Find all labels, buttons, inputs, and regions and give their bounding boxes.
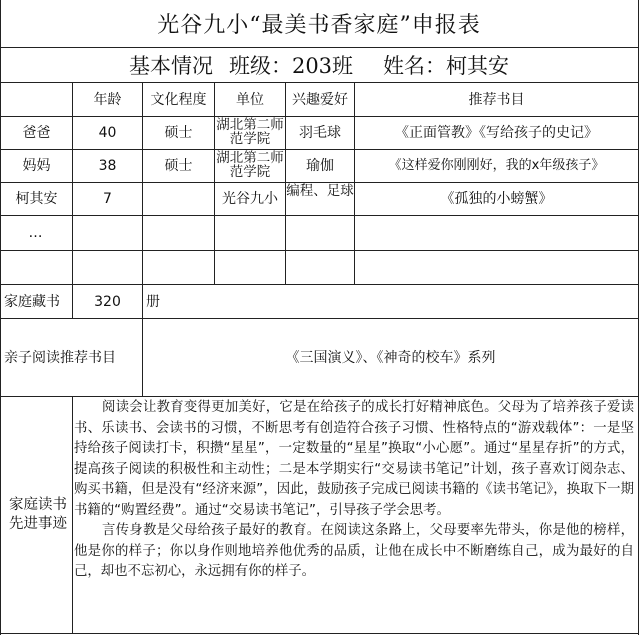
deeds-text [74,398,634,630]
table-row-name: 柯其安 [15,191,58,207]
parent-child-label: 亲子阅读推荐书目 [4,349,116,366]
grid-line [0,633,639,634]
table-row-education: 硕士 [164,125,193,141]
table-row-workplace: 湖北第二师范学院 [216,117,284,147]
table-row-education: 硕士 [164,158,193,174]
deeds-paragraph: 言传身教是父母给孩子最好的教育。在阅读这条路上，父母要率先带头，你是他的榜样，他是你的样子；你以身作则地培养他优秀的品质，让他在成长中不断磨练自己，成为最好的自己，却也不忘初心，永远拥有你的样子。 [74,523,634,579]
table-row-books: 《孤独的小螃蟹》 [440,191,553,207]
table-row-hobby: 羽毛球 [299,125,341,141]
table-row-name: 妈妈 [22,158,51,174]
table-row-books: 《正面管教》《写给孩子的史记》 [395,125,598,141]
header-hobby: 兴趣爱好 [292,91,348,108]
name-label: 姓名： [383,53,447,78]
basic-info-heading: 基本情况 [128,53,213,78]
collection-count: 320 [94,293,121,310]
grid-line [0,47,639,48]
name-value: 柯其安 [446,53,510,78]
table-row-hobby: 瑜伽 [306,158,334,174]
table-row-hobby: 编程、足球 [286,183,354,199]
header-education: 文化程度 [150,91,207,108]
grid-line [0,250,639,251]
parent-child-books: 《三国演义》、《神奇的校车》系列 [285,349,496,366]
collection-label: 家庭藏书 [4,293,60,310]
header-age: 年龄 [93,91,122,108]
header-recommended-books: 推荐书目 [468,91,525,108]
deeds-label: 家庭读书先进事迹 [9,497,67,532]
class-label: 班级： [228,53,292,78]
table-row-name: 爸爸 [22,125,51,141]
table-row-books: 《这样爱你刚刚好，我的x年级孩子》 [388,158,605,173]
table-row-age: 7 [103,191,112,207]
collection-unit: 册 [146,293,160,310]
basic-info-row [0,48,638,81]
table-row-age: 38 [98,158,117,174]
table-row-age: 40 [98,125,117,141]
deeds-paragraph: 阅读会让教育变得更加美好，它是在给孩子的成长打好精神底色。父母为了培养孩子爱读书、乐读书、会读书的习惯，不断思考有创造符合孩子习惯、性格特点的“游戏载体”：一是坚持给孩子阅读打卡，积攒“星星”，一定数量的“星星”换取“小心愿”。通过“星星存折”的方式，提高孩子阅读的积极性和主动性；二是本学期实行“交易读书笔记”计划，孩子喜欢订阅杂志、购买书籍，但是没有“经济来源”，因此，鼓励孩子完成已阅读书籍的《读书笔记》，换取下一期书籍的“购置经费”。通过“交易读书笔记”，引导孩子学会思考。 [74,400,634,518]
header-workplace: 单位 [236,91,264,108]
table-row-workplace: 湖北第二师范学院 [216,150,284,180]
table-row-workplace: 光谷九小 [222,191,278,207]
table-row-education [143,183,214,215]
class-value: 203班 [291,53,354,78]
table-row-ellipsis: … [28,225,45,241]
form-title: 光谷九小“最美书香家庭”申报表 [157,12,481,38]
grid-line [0,396,639,397]
grid-line [72,396,73,633]
